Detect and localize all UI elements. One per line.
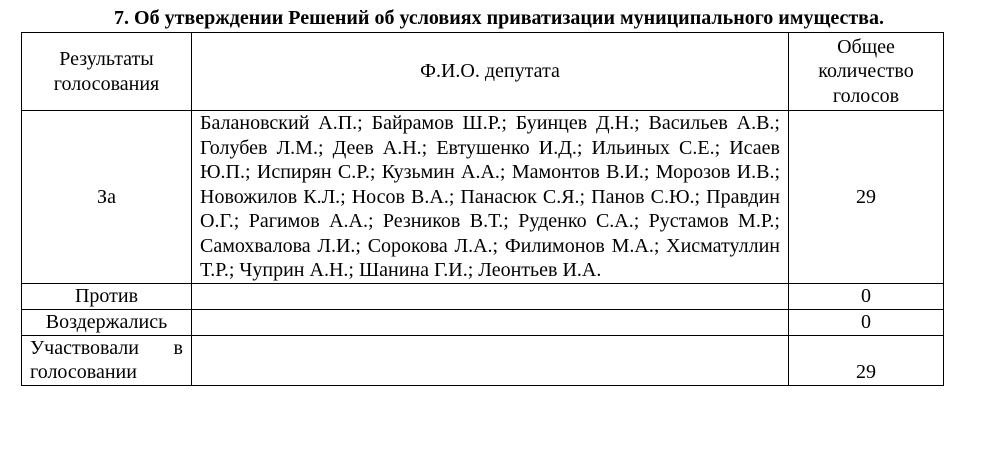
table-header-row — [22, 33, 944, 111]
row-label-for: За — [22, 111, 192, 284]
row-names-abstained — [192, 309, 789, 335]
row-count-for: 29 — [789, 111, 944, 284]
row-label-participated: Участвовали в голосовании — [22, 335, 192, 385]
header-results: Результаты голосования — [22, 33, 192, 111]
row-label-against: Против — [22, 283, 192, 309]
table-row-against — [22, 283, 944, 309]
header-total-votes: Общее количество голосов — [789, 33, 944, 111]
table-row-abstained — [22, 309, 944, 335]
row-names-for: Балановский А.П.; Байрамов Ш.Р.; Буинцев Д.Н.; Васильев А.В.; Голубев Л.М.; Деев А.Н.; Евтушенко И.Д.; Ильиных С.Е.; Исаев Ю.П.; Испирян С.Р.; Кузьмин А.А.; Мамонтов В.И.; Морозов И.В.; Новожилов К.Л.; Носов В.А.; Панасюк С.Я.; Панов С.Ю.; Правдин О.Г.; Рагимов А.А.; Резников В.Т.; Руденко С.А.; Рустамов М.Р.; Самохвалова Л.И.; Сорокова Л.А.; Филимонов М.А.; Хисматуллин Т.Р.; Чуприн А.Н.; Шанина Г.И.; Леонтьев И.А. — [192, 111, 789, 284]
row-count-against: 0 — [789, 283, 944, 309]
voting-results-table — [21, 32, 944, 386]
row-label-abstained: Воздержались — [22, 309, 192, 335]
row-names-participated — [192, 335, 789, 385]
header-deputy-name: Ф.И.О. депутата — [192, 33, 789, 111]
table-row-for — [22, 111, 944, 284]
row-names-against — [192, 283, 789, 309]
row-count-participated: 29 — [789, 335, 944, 385]
row-count-abstained: 0 — [789, 309, 944, 335]
table-row-participated — [22, 335, 944, 385]
document-title: 7. Об утверждении Решений об условиях приватизации муниципального имущества. — [114, 7, 884, 29]
